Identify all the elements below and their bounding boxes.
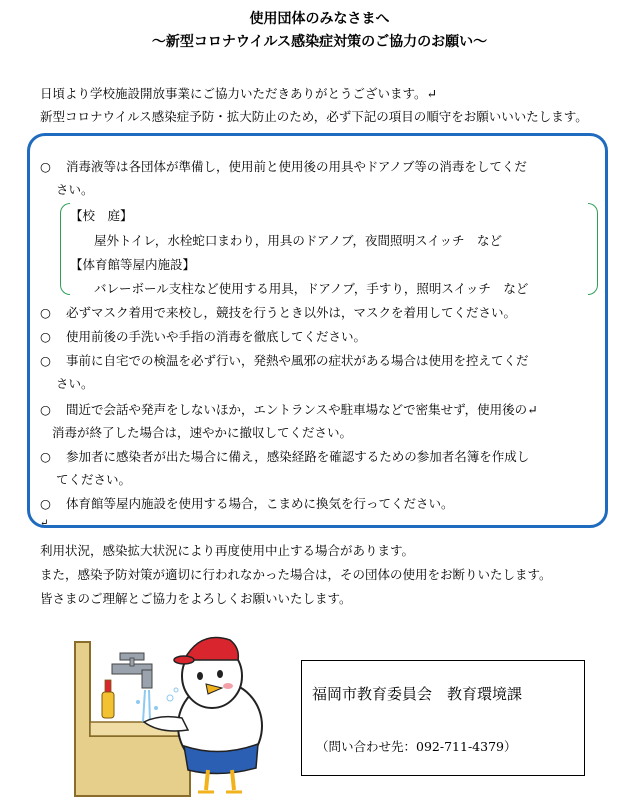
soap-bottle	[102, 692, 114, 718]
item-2: 必ずマスク着用で来校し，競技を行うとき以外は，マスクを着用してください。	[66, 305, 517, 320]
closing-line-3: 皆さまのご理解とご協力をよろしくお願いいたします。	[40, 591, 352, 606]
school-yard-label: 【校 庭】	[70, 208, 133, 223]
item-3: 使用前後の手洗いや手指の消毒を徹底してください。	[66, 329, 367, 344]
closing-line-2: また，感染予防対策が適切に行われなかった場合は，その団体の使用をお断りいたします。	[40, 567, 552, 582]
item-6-line-1: 参加者に感染者が出た場合に備え，感染経路を確認するための参加者名簿を作成し	[66, 449, 530, 464]
bullet-icon: ○	[40, 159, 51, 174]
contact-phone: （問い合わせ先：092-711-4379）	[316, 739, 517, 754]
item-7: 体育館等屋内施設を使用する場合，こまめに換気を行ってください。	[66, 496, 454, 511]
page-subtitle: ～新型コロナウイルス感染症対策のご協力のお願い～	[151, 34, 488, 50]
handwashing-mascot-illustration	[60, 618, 285, 800]
bullet-icon: ○	[40, 353, 51, 368]
contact-box	[301, 660, 585, 776]
bullet-icon: ○	[40, 305, 51, 320]
item-1-line-1: 消毒液等は各団体が準備し，使用前と使用後の用具やドアノブ等の消毒をしてくだ	[66, 159, 527, 174]
bullet-icon: ○	[40, 402, 51, 417]
item-1-line-2: さい。	[56, 182, 94, 197]
contact-organization: 福岡市教育委員会 教育環境課	[312, 685, 523, 703]
faucet-spout	[142, 670, 152, 688]
item-6-line-2: てください。	[56, 472, 132, 487]
water-stream	[143, 690, 150, 722]
return-mark: ↵	[40, 518, 49, 529]
bullet-icon: ○	[40, 496, 51, 511]
item-4-line-2: さい。	[56, 376, 94, 391]
intro-line-2: 新型コロナウイルス感染症予防・拡大防止のため，必ず下記の項目の順守をお願いいいたします。	[40, 109, 588, 124]
page-title: 使用団体のみなさまへ	[249, 11, 390, 27]
gym-label: 【体育館等屋内施設】	[70, 257, 196, 272]
bullet-icon: ○	[40, 329, 51, 344]
item-5-line-2: 消毒が終了した場合は，速やかに撤収してください。	[52, 425, 353, 440]
school-yard-text: 屋外トイレ，水栓蛇口まわり，用具のドアノブ，夜間照明スイッチ など	[94, 233, 503, 248]
intro-line-1: 日頃より学校施設開放事業にご協力いただきありがとうございます。↵	[40, 86, 437, 101]
gym-text: バレーボール支柱など使用する用具，ドアノブ，手すり，照明スイッチ など	[94, 281, 529, 296]
mascot-cap	[184, 638, 238, 661]
left-brace	[60, 203, 70, 295]
right-brace	[588, 203, 598, 295]
bullet-icon: ○	[40, 449, 51, 464]
closing-line-1: 利用状況，感染拡大状況により再度使用中止する場合があります。	[40, 543, 415, 558]
item-4-line-1: 事前に自宅での検温を必ず行い，発熱や風邪の症状がある場合は使用を控えてくだ	[66, 353, 529, 368]
item-5-line-1: 間近で会話や発声をしないほか，エントランスや駐車場などで密集せず，使用後の↵	[66, 402, 538, 417]
